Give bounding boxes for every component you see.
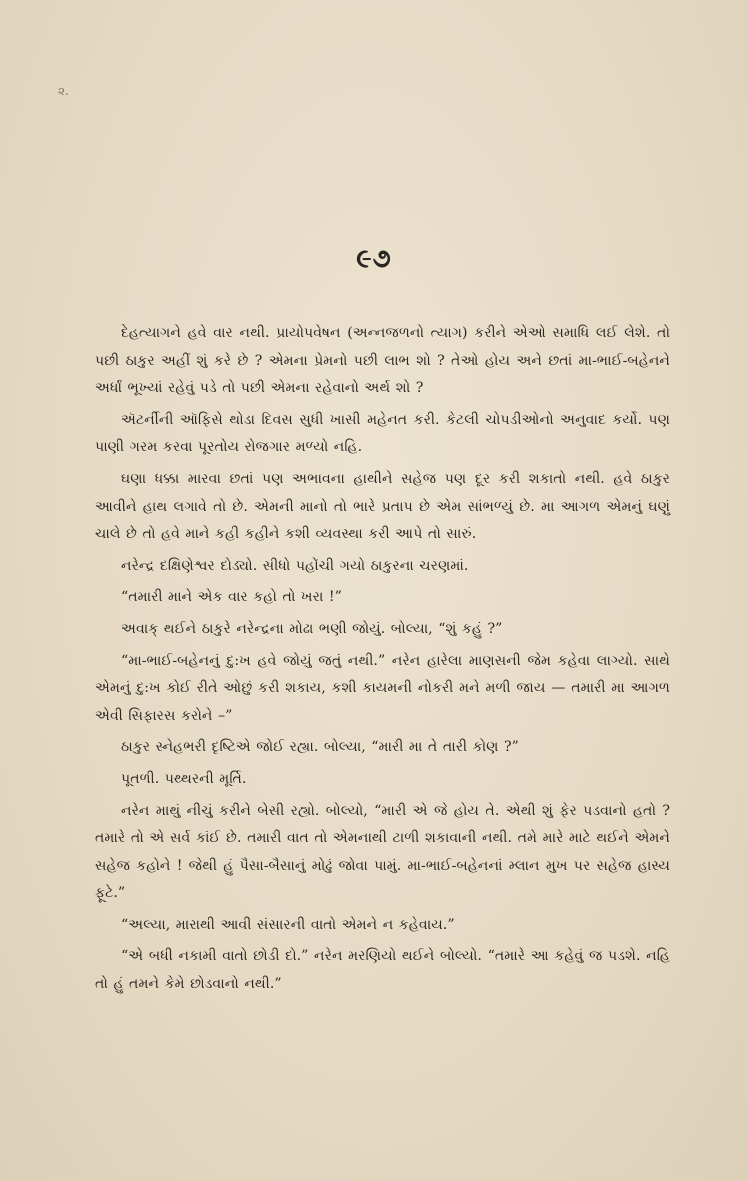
paragraph: અવાક્ થઈને ઠાકુરે નરેન્દ્રના મોઢા ભણી જોયું. બોલ્યા, “શું કહું ?”: [121, 620, 503, 637]
paragraph: ઍટર્નીની ઑફિસે થોડા દિવસ સુધી ખાસી મહેનત કરી. કેટલી ચોપડીઓનો અનુવાદ કર્યો. પણ પાણી ગરમ કરવા પૂરતોય રોજગાર મળ્યો નહિ.: [95, 411, 670, 456]
paragraph: દેહત્યાગને હવે વાર નથી. પ્રાયોપવેષન (અન્નજળનો ત્યાગ) કરીને એઓ સમાધિ લઈ લેશે. તો પછી ઠાકુર અહીં શું કરે છે ? એમના પ્રેમનો પછી લાભ શો ? તેઓ હોય અને છતાં મા-ભાઈ-બહેનને અર્ધાં ભૂખ્યાં રહેવું પડે તો પછી એમના રહેવાનો અર્થ શો ?: [95, 325, 670, 397]
paragraph: “અલ્યા, મારાથી આવી સંસારની વાતો એમને ન કહેવાય.”: [121, 916, 455, 933]
margin-mark: ૨.: [58, 84, 69, 98]
paragraph: નરેન્દ્ર દક્ષિણેશ્વર દોડ્યો. સીધો પહોંચી ગયો ઠાકુરના ચરણમાં.: [121, 557, 469, 574]
paragraph: “મા-ભાઈ-બહેનનું દુ:ખ હવે જોયું જતું નથી.” નરેન હારેલા માણસની જેમ કહેવા લાગ્યો. સાથે એમનું દુ:ખ કોઈ રીતે ઓછું કરી શકાય, કશી કાયમની નોકરી મને મળી જાય — તમારી મા આગળ એવી સિફારસ કરોને –”: [95, 652, 670, 724]
paragraph: “તમારી માને એક વાર કહો તો ખરા !”: [121, 589, 342, 606]
paragraph: “એ બધી નકામી વાતો છોડી દો.” નરેન મરણિયો થઈને બોલ્યો. “તમારે આ કહેવું જ પડશે. નહિ તો હું તમને કેમે છોડવાનો નથી.”: [95, 948, 670, 993]
page-number: ૯૭: [356, 244, 392, 274]
paragraph: ઘણા ધક્કા મારવા છતાં પણ અભાવના હાથીને સહેજ પણ દૂર કરી શકાતો નથી. હવે ઠાકુર આવીને હાથ લગાવે તો છે. એમની માનો તો ભારે પ્રતાપ છે એમ સાંભળ્યું છે. મા આગળ એમનું ઘણું ચાલે છે તો હવે માને કહી કહીને કશી વ્યવસ્થા કરી આપે તો સારું.: [95, 470, 670, 543]
paragraph: પૂતળી. પથ્થરની મૂર્તિ.: [121, 770, 247, 787]
paragraph: નરેન માથું નીચું કરીને બેસી રહ્યો. બોલ્યો, “મારી એ જે હોય તે. એથી શું ફેર પડવાનો હતો ? તમારે તો એ સર્વ કાંઈ છે. તમારી વાત તો એમનાથી ટાળી શકાવાની નથી. તમે મારે માટે થઈને એમને સહેજ કહોને ! જેથી હું પૈસા-બૈસાનું મોઢું જોવા પામું. મા-ભાઈ-બહેનનાં મ્લાન મુખ પર સહેજ હાસ્ય ફૂટે.”: [95, 802, 670, 902]
body-text: [95, 320, 670, 1003]
paragraph: ઠાકુર સ્નેહભરી દૃષ્ટિએ જોઈ રહ્યા. બોલ્યા, “મારી મા તે તારી કોણ ?”: [121, 739, 519, 756]
